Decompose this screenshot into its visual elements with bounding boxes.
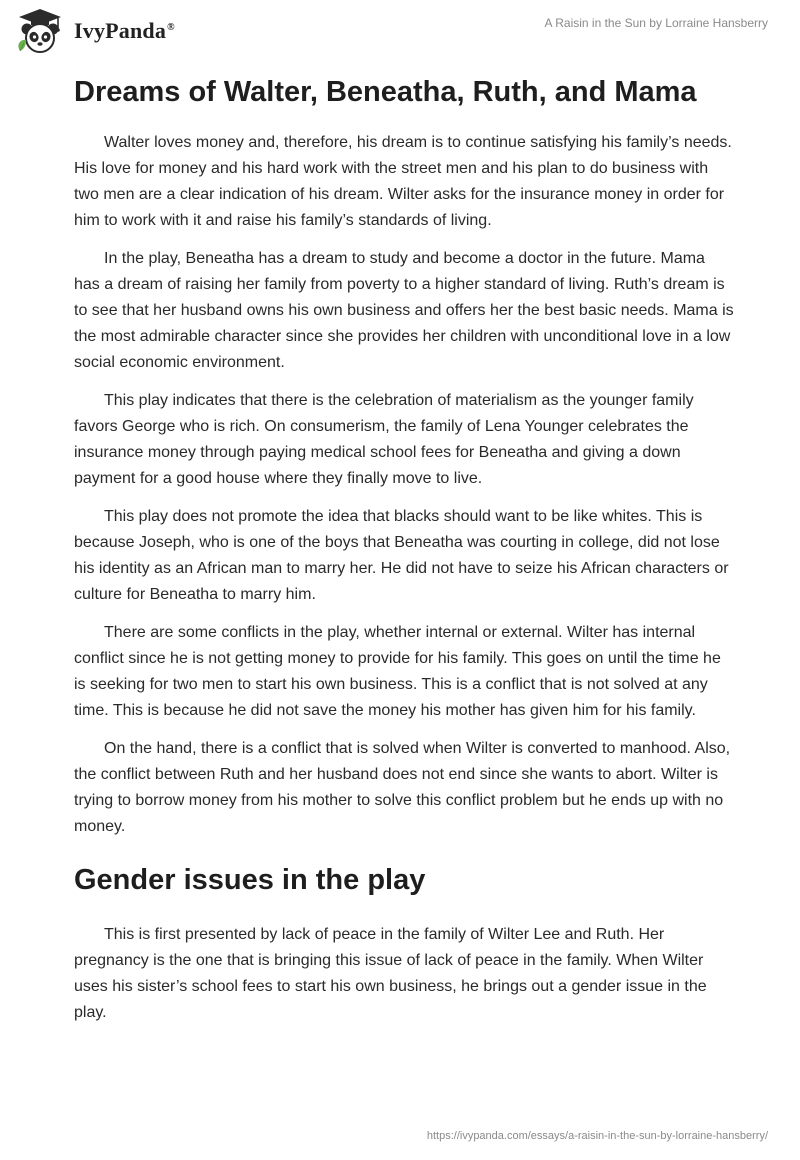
section-heading-dreams: Dreams of Walter, Beneatha, Ruth, and Mama <box>74 76 697 108</box>
brand-name: IvyPanda® <box>74 18 175 43</box>
document-title: A Raisin in the Sun by Lorraine Hansberry <box>544 16 768 30</box>
section-heading-gender: Gender issues in the play <box>74 864 426 896</box>
paragraph: This is first presented by lack of peace in the family of Wilter Lee and Ruth. Her pregnancy is the one that is bringing this issue of lack of peace in the family. When Wilter uses his sister’s school fees to start his own business, he brings out a gender issue in the play. <box>74 926 707 1021</box>
paragraph: This play does not promote the idea that blacks should want to be like whites. This is because Joseph, who is one of the boys that Beneatha was courting in college, did not lose his identity as an African man to marry her. He did not have to seize his African characters or culture for Beneatha to marry him. <box>74 508 729 603</box>
paragraph: On the hand, there is a conflict that is solved when Wilter is converted to manhood. Also, the conflict between Ruth and her husband does not end since she wants to abort. Wilter is trying to borrow money from his mother to solve this conflict problem but he ends up with no money. <box>74 740 731 835</box>
paragraph: Walter loves money and, therefore, his dream is to continue satisfying his family’s needs. His love for money and his hard work with the street men and his plan to do business with two men are a clear indication of his dream. Wilter asks for the insurance money in order for him to work with it and raise his family’s standards of living. <box>74 134 732 229</box>
paragraph: In the play, Beneatha has a dream to study and become a doctor in the future. Mama has a dream of raising her family from poverty to a higher standard of living. Ruth’s dream is to see that her husband owns his own business and offers her the best basic needs. Mama is the most admirable character since she provides her children with unconditional love in a low social economic environment. <box>74 250 734 371</box>
page-header <box>0 0 800 60</box>
paragraph: This play indicates that there is the celebration of materialism as the younger family favors George who is rich. On consumerism, the family of Lena Younger celebrates the insurance money through paying medical school fees for Beneatha and giving a down payment for a good house where they finally move to live. <box>74 392 694 487</box>
registered-mark: ® <box>167 21 175 33</box>
ivypanda-logo[interactable] <box>14 7 175 55</box>
panda-graduate-icon <box>14 7 66 55</box>
paragraph: There are some conflicts in the play, whether internal or external. Wilter has internal conflict since he is not getting money to provide for his family. This goes on until the time he is seeking for two men to start his own business. This is a conflict that is not solved at any time. This is because he did not save the money his mother has given him for his family. <box>74 624 721 719</box>
source-url[interactable]: https://ivypanda.com/essays/a-raisin-in-the-sun-by-lorraine-hansberry/ <box>426 1130 768 1142</box>
essay-body <box>74 70 734 1026</box>
